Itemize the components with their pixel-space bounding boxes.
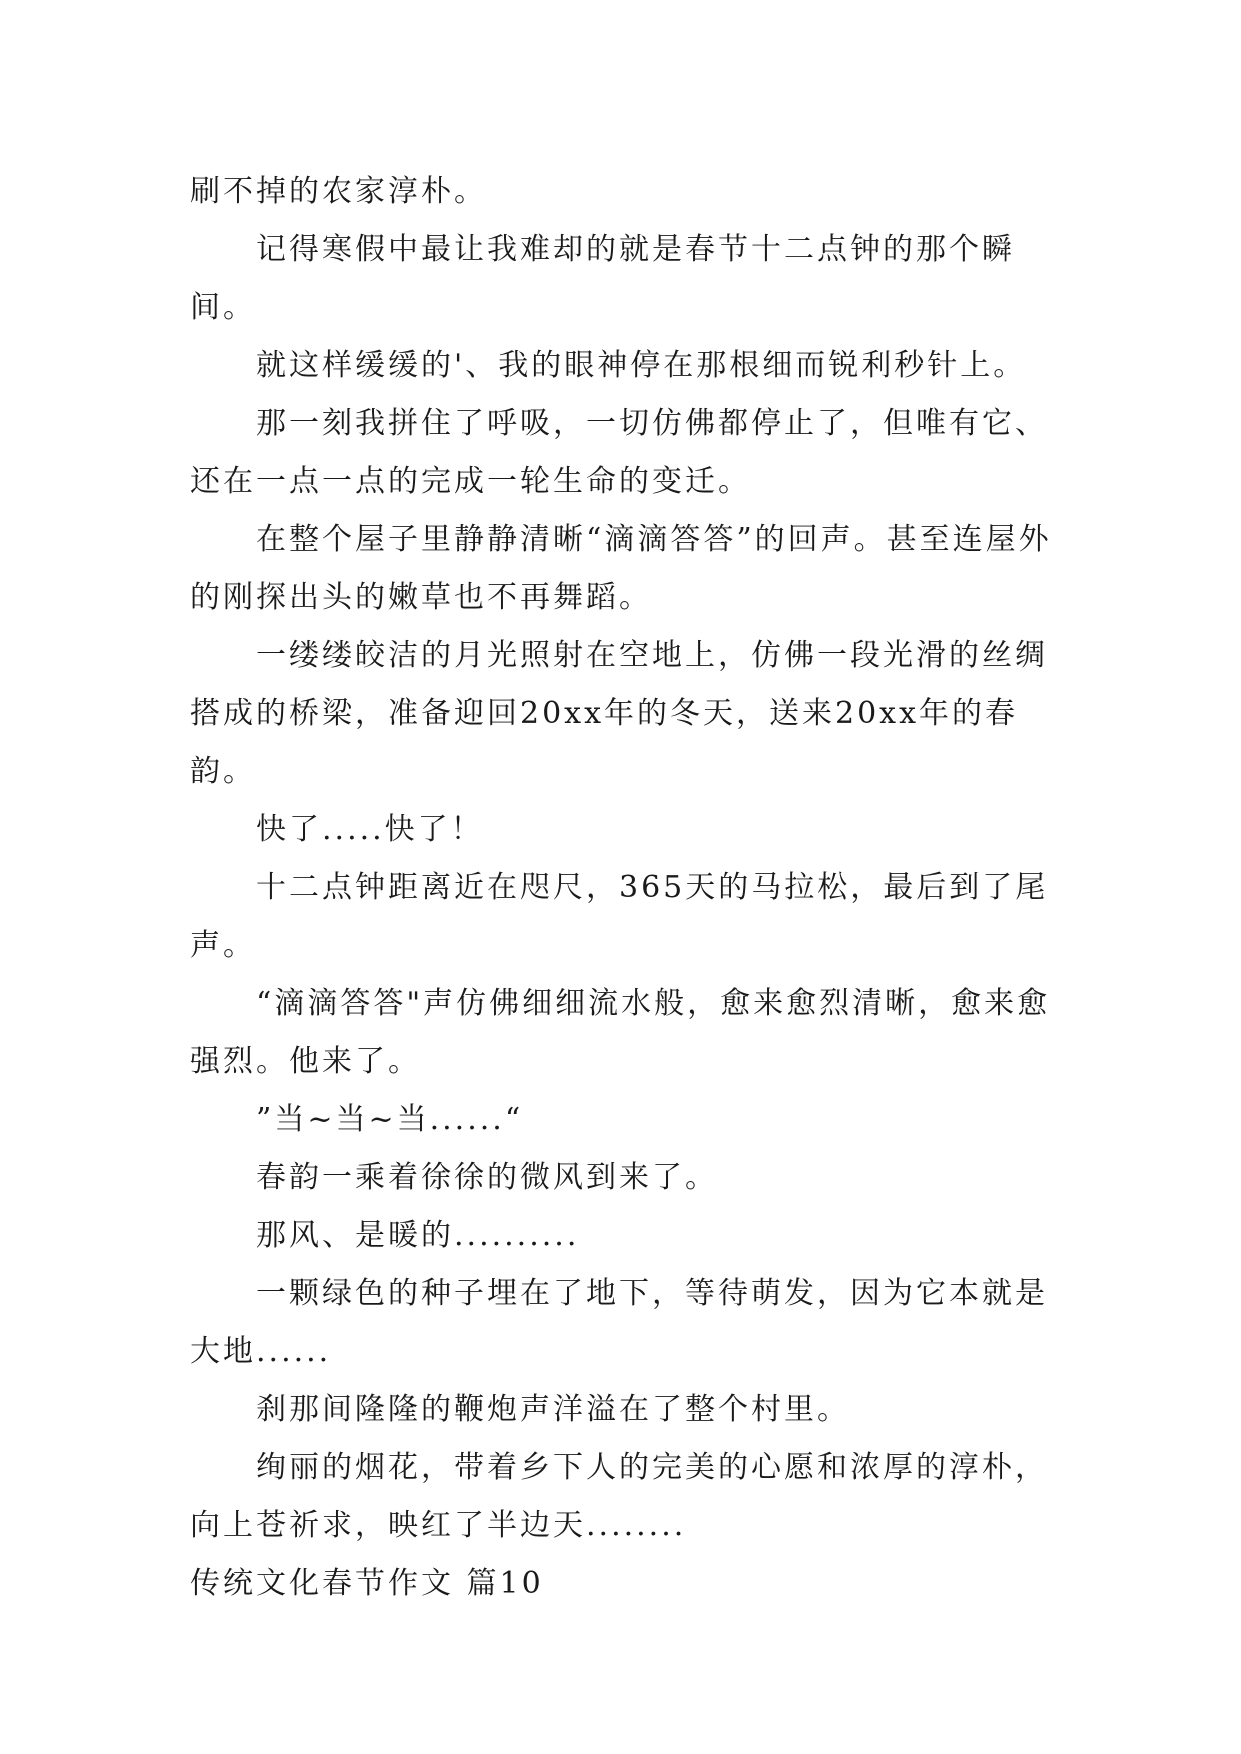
paragraph: 快了.....快了！: [256, 812, 484, 847]
paragraph: “滴滴答答"声仿佛细细流水般，愈来愈烈清晰，愈来愈强烈。他来了。: [190, 986, 1051, 1079]
paragraph: 记得寒假中最让我难却的就是春节十二点钟的那个瞬间。: [190, 232, 1015, 325]
paragraph: 十二点钟距离近在咫尺，365天的马拉松，最后到了尾声。: [190, 870, 1049, 963]
paragraph: 一缕缕皎洁的月光照射在空地上，仿佛一段光滑的丝绸搭成的桥梁，准备迎回20xx年的冬天，送来20xx年的春韵。: [190, 638, 1048, 789]
paragraph: 在整个屋子里静静清晰“滴滴答答”的回声。甚至连屋外的刚探出头的嫩草也不再舞蹈。: [190, 522, 1052, 615]
paragraph: 那风、是暖的..........: [256, 1218, 580, 1253]
paragraph: 就这样缓缓的'、我的眼神停在那根细而锐利秒针上。: [256, 348, 1027, 383]
document-body: [190, 163, 1070, 1613]
paragraph: 那一刻我拼住了呼吸，一切仿佛都停止了，但唯有它、还在一点一点的完成一轮生命的变迁。: [190, 406, 1048, 499]
section-heading: 传统文化春节作文 篇10: [190, 1566, 544, 1601]
paragraph: 春韵一乘着徐徐的微风到来了。: [256, 1160, 718, 1195]
paragraph: 一颗绿色的种子埋在了地下，等待萌发，因为它本就是大地......: [190, 1276, 1048, 1369]
paragraph: ”当~当~当......“: [256, 1102, 524, 1137]
paragraph: 绚丽的烟花，带着乡下人的完美的心愿和浓厚的淳朴，向上苍祈求，映红了半边天........: [190, 1450, 1048, 1543]
paragraph: 刹那间隆隆的鞭炮声洋溢在了整个村里。: [256, 1392, 850, 1427]
paragraph-continuation: 刷不掉的农家淳朴。: [190, 174, 487, 209]
